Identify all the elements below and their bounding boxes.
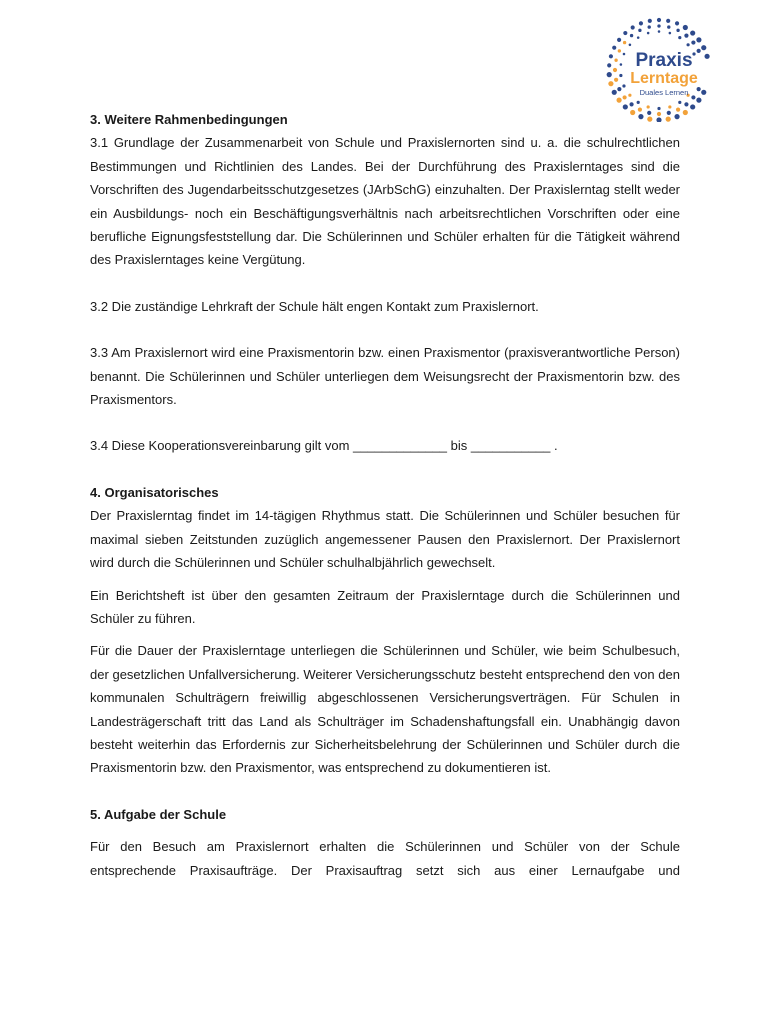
logo-dot xyxy=(608,81,613,86)
logo-dot xyxy=(690,30,695,35)
logo-dot xyxy=(683,110,688,115)
document-body xyxy=(90,108,680,882)
logo-dot xyxy=(701,45,706,50)
logo-dot xyxy=(628,94,631,97)
logo-dot xyxy=(669,32,672,35)
logo-dot xyxy=(623,31,627,35)
logo-dot xyxy=(637,101,640,104)
logo-text-duales-lernen: Duales Lernen xyxy=(639,88,689,97)
logo-dot xyxy=(620,63,623,66)
logo-dot xyxy=(623,53,626,56)
logo-dot xyxy=(622,84,625,87)
logo-dot xyxy=(648,19,652,23)
logo-dot xyxy=(678,101,681,104)
logo-dot xyxy=(617,98,622,103)
logo-dot xyxy=(607,72,612,77)
logo-dot xyxy=(609,54,613,58)
logo-dot xyxy=(697,87,701,91)
logo-dot xyxy=(607,63,611,67)
logo-dot xyxy=(623,95,627,99)
logo-dot xyxy=(667,25,670,28)
logo-dot xyxy=(618,49,621,52)
logo-dot xyxy=(631,25,635,29)
logo-dot xyxy=(617,87,621,91)
section-3-4-paragraph: 3.4 Diese Kooperationsvereinbarung gilt vom _____________ bis ___________ . xyxy=(90,438,558,454)
section-4-heading: 4. Organisatorisches xyxy=(90,484,219,500)
logo-dot xyxy=(657,24,660,27)
praxis-lerntage-logo xyxy=(598,14,720,122)
logo-text-praxis: Praxis xyxy=(635,50,693,71)
logo-dot xyxy=(658,30,661,33)
logo-dot xyxy=(647,32,650,35)
logo-dot xyxy=(629,102,633,106)
logo-dot xyxy=(701,90,706,95)
logo-dot xyxy=(657,18,661,22)
logo-dot xyxy=(637,36,640,39)
section-5-paragraph-1: Für den Besuch am Praxislernort erhalten die Schülerinnen und Schüler von der Schule entsprechende Praxisaufträge. Der Praxisauftrag setzt sich aus einer Lernaufgabe und xyxy=(90,839,680,878)
logo-dot xyxy=(692,52,695,55)
logo-dot xyxy=(683,25,688,30)
logo-dot xyxy=(696,98,701,103)
logo-dot xyxy=(687,43,690,46)
logo-dot xyxy=(638,29,641,32)
logo-dot xyxy=(678,36,681,39)
logo-dot xyxy=(612,46,616,50)
logo-dot xyxy=(623,41,626,44)
logo-dot xyxy=(691,95,695,99)
section-4-paragraph-1: Der Praxislerntag findet im 14-tägigen Rhythmus statt. Die Schülerinnen und Schüler besuchen für maximal sieben Zeitstunden zuzüglich angemessener Pausen den Praxislernort. Der Praxislernort wird durch die Schülerinnen und Schüler schulhalbjährlich gewechselt. xyxy=(90,508,680,571)
logo-dot xyxy=(648,25,651,28)
logo-dot xyxy=(612,90,617,95)
section-3-heading: 3. Weitere Rahmenbedingungen xyxy=(90,112,288,127)
section-4-paragraph-2: Ein Berichtsheft ist über den gesamten Zeitraum der Praxislerntage durch die Schülerinnen und Schüler zu führen. xyxy=(90,587,680,626)
section-3-1-paragraph: 3.1 Grundlage der Zusammenarbeit von Schule und Praxislernorten sind u. a. die schulrechtlichen Bestimmungen und Richtlinien des Landes. Bei der Durchführung des Praxislerntages sind die Vorschriften des Jugendarbeitsschutzgesetzes (JArbSchG) einzuhalten. Der Praxislerntag stellt weder ein Ausbildungs- noch ein Beschäftigungsverhältnis nach arbeitsrechtlichen Vorschriften oder eine berufliche Eignungsfeststellung dar. Die Schülerinnen und Schüler erhalten für die Tätigkeit während des Praxislerntages keine Vergütung. xyxy=(90,135,680,268)
logo-dot xyxy=(690,104,695,109)
logo-dot xyxy=(666,19,670,23)
logo-dot xyxy=(676,29,679,32)
logo-dot xyxy=(629,44,632,47)
logo-dot xyxy=(639,21,643,25)
logo-dot xyxy=(675,21,679,25)
logo-dot xyxy=(630,34,633,37)
logo-dot xyxy=(614,59,617,62)
logo-dot xyxy=(691,40,695,44)
section-4-paragraph-3: Für die Dauer der Praxislerntage unterliegen die Schülerinnen und Schüler, wie beim Schulbesuch, der gesetzlichen Unfallversicherung. Weiterer Versicherungsschutz besteht entsprechend den von den kommunalen Schulträgern freiwillig abgeschlossenen Versicherungsverträgen. Für Schulen in Landesträgerschaft tritt das Land als Schulträger im Schadenshaftungsfall ein. Unabhängig davon besteht weiterhin das Erfordernis zur Sicherheitsbelehrung der Schülerinnen und Schüler durch die Praxismentorin bzw. den Praxismentor, was entsprechend zu dokumentieren ist. xyxy=(90,643,680,776)
section-3-3-paragraph: 3.3 Am Praxislernort wird eine Praxismentorin bzw. einen Praxismentor (praxisverantwortliche Person) benannt. Die Schülerinnen und Schüler unterliegen dem Weisungsrecht der Praxismentorin bzw. des Praxismentors. xyxy=(90,345,680,408)
section-5-heading: 5. Aufgabe der Schule xyxy=(90,806,227,822)
logo-dot xyxy=(684,34,688,38)
logo-dot xyxy=(704,54,709,59)
logo-dot xyxy=(684,102,688,106)
logo-dot xyxy=(696,37,701,42)
section-3-2-paragraph: 3.2 Die zuständige Lehrkraft der Schule hält engen Kontakt zum Praxislernort. xyxy=(90,298,539,314)
logo-dot xyxy=(613,68,617,72)
logo-dot xyxy=(614,78,618,82)
logo-dot xyxy=(617,38,621,42)
logo-dot xyxy=(697,49,701,53)
logo-text-lerntage: Lerntage xyxy=(630,70,698,87)
logo-dot xyxy=(619,74,622,77)
